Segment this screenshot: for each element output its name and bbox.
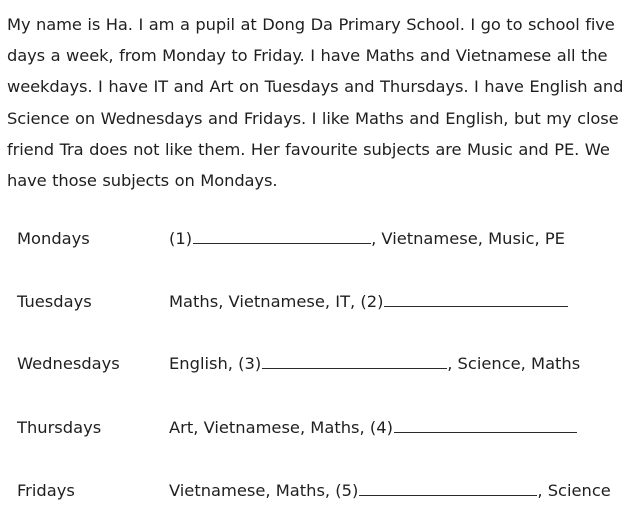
day-label: Mondays [17,229,90,248]
subjects-after-blank: , Science [537,481,611,500]
subject-list [169,351,580,377]
subject-list [169,289,568,315]
subjects-after-blank: , Science, Maths [447,354,581,373]
day-label: Thursdays [17,418,102,437]
answer-blank-2[interactable] [384,289,568,307]
subjects-after-blank: , Vietnamese, Music, PE [371,229,565,248]
answer-blank-3[interactable] [262,351,447,369]
passage-line: days a week, from Monday to Friday. I have Maths and Vietnamese all the [7,46,608,66]
subjects-before-blank: Maths, Vietnamese, IT, (2) [169,292,384,311]
subjects-before-blank: (1) [169,229,193,248]
day-label: Wednesdays [17,354,120,373]
subjects-before-blank: Art, Vietnamese, Maths, (4) [169,418,393,437]
passage-line: My name is Ha. I am a pupil at Dong Da Primary School. I go to school five [7,15,615,34]
passage-line: friend Tra does not like them. Her favourite subjects are Music and PE. We [7,139,610,159]
timetable-row-tuesdays [0,289,641,315]
answer-blank-1[interactable] [193,226,371,244]
subjects-before-blank: English, (3) [169,354,262,373]
timetable-row-wednesdays [0,351,641,377]
passage-line: Science on Wednesdays and Fridays. I like Maths and English, but my close [7,108,619,128]
timetable-row-fridays [0,478,641,504]
answer-blank-4[interactable] [394,415,577,433]
passage-line: weekdays. I have IT and Art on Tuesdays and Thursdays. I have English and [7,77,624,97]
day-label: Fridays [17,481,75,500]
subject-list [169,226,565,252]
timetable-row-mondays [0,226,641,252]
subject-list [169,415,577,441]
day-label: Tuesdays [17,292,92,311]
reading-passage [7,9,639,196]
timetable-row-thursdays [0,415,641,441]
answer-blank-5[interactable] [359,478,537,496]
passage-line: have those subjects on Mondays. [7,171,278,191]
subjects-before-blank: Vietnamese, Maths, (5) [169,481,359,500]
subject-list [169,478,611,504]
